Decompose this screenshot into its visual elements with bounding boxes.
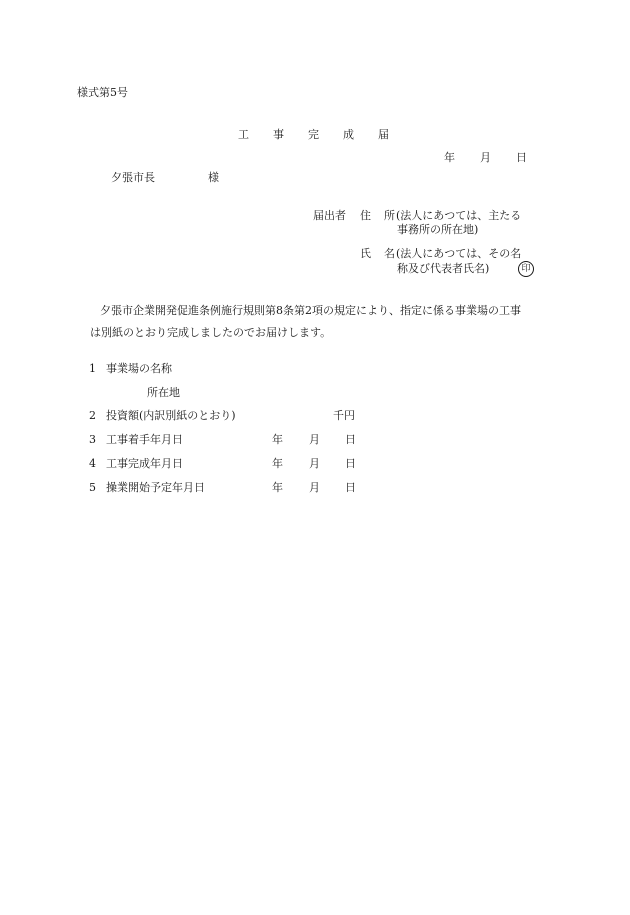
addressee-name: 夕張市長 bbox=[111, 171, 155, 184]
item-2-unit: 千円 bbox=[333, 409, 355, 422]
address-note-1: (法人にあつては、主たる bbox=[396, 209, 522, 222]
address-label-2: 所 bbox=[384, 209, 395, 222]
item-5-number: 5 bbox=[89, 481, 96, 494]
item-3-month: 月 bbox=[309, 433, 320, 446]
item-3-label: 工事着手年月日 bbox=[106, 433, 183, 446]
item-5-year: 年 bbox=[272, 481, 283, 494]
title-char-5: 届 bbox=[378, 128, 389, 141]
name-label-2: 名 bbox=[384, 247, 395, 260]
item-5-day: 日 bbox=[345, 481, 356, 494]
item-3-day: 日 bbox=[345, 433, 356, 446]
date-year-label: 年 bbox=[444, 151, 455, 164]
item-1-number: 1 bbox=[89, 362, 96, 375]
date-day-label: 日 bbox=[516, 151, 527, 164]
body-line-1: 夕張市企業開発促進条例施行規則第8条第2項の規定により、指定に係る事業場の工事 bbox=[100, 304, 521, 317]
title-char-3: 完 bbox=[308, 128, 319, 141]
body-line-2: は別紙のとおり完成しましたのでお届けします。 bbox=[90, 326, 332, 339]
item-2-number: 2 bbox=[89, 409, 96, 422]
item-3-year: 年 bbox=[272, 433, 283, 446]
item-1-label: 事業場の名称 bbox=[106, 362, 172, 375]
item-5-label: 操業開始予定年月日 bbox=[106, 481, 205, 494]
addressee-honorific: 様 bbox=[208, 171, 219, 184]
name-label-1: 氏 bbox=[360, 247, 371, 260]
title-char-1: 工 bbox=[238, 128, 249, 141]
item-1-sub-label: 所在地 bbox=[147, 386, 180, 399]
item-5-month: 月 bbox=[309, 481, 320, 494]
name-note-2: 称及び代表者氏名) bbox=[397, 262, 490, 275]
date-month-label: 月 bbox=[480, 151, 491, 164]
item-3-number: 3 bbox=[89, 433, 96, 446]
item-4-year: 年 bbox=[272, 457, 283, 470]
notifier-label: 届出者 bbox=[313, 209, 346, 222]
item-4-month: 月 bbox=[309, 457, 320, 470]
address-note-2: 事務所の所在地) bbox=[397, 223, 479, 236]
item-4-label: 工事完成年月日 bbox=[106, 457, 183, 470]
address-label-1: 住 bbox=[360, 209, 371, 222]
item-4-number: 4 bbox=[89, 457, 96, 470]
item-4-day: 日 bbox=[345, 457, 356, 470]
item-2-label: 投資額(内訳別紙のとおり) bbox=[106, 409, 236, 422]
form-number: 様式第5号 bbox=[77, 86, 128, 99]
title-char-4: 成 bbox=[343, 128, 354, 141]
name-note-1: (法人にあつては、その名 bbox=[396, 247, 522, 260]
title-char-2: 事 bbox=[273, 128, 284, 141]
seal-mark: 印 bbox=[518, 261, 534, 277]
